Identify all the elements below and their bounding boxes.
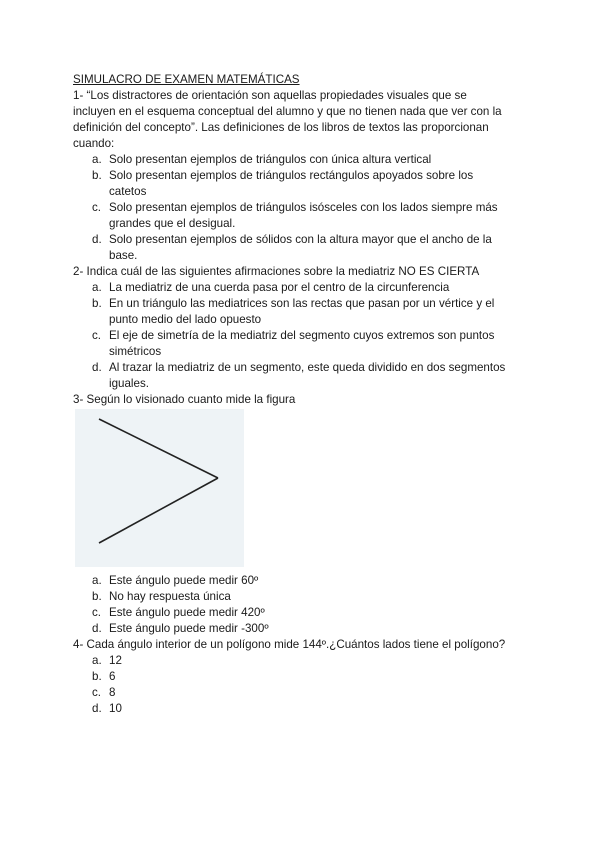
option-text: El eje de simetría de la mediatriz del segmento cuyos extremos son puntos	[109, 329, 495, 342]
option-text: grandes que el desigual.	[109, 217, 236, 230]
option-text: No hay respuesta única	[109, 590, 231, 603]
question-4-option-c	[73, 685, 533, 701]
option-marker: d.	[92, 233, 102, 246]
option-text: Solo presentan ejemplos de triángulos isósceles con los lados siempre más	[109, 201, 498, 214]
question-3-option-c	[73, 605, 533, 621]
option-marker: b.	[92, 297, 102, 310]
question-2-option-c	[73, 328, 533, 360]
question-1-option-d	[73, 232, 533, 264]
option-marker: b.	[92, 590, 102, 603]
question-3-text: 3- Según lo visionado cuanto mide la figura	[73, 393, 296, 406]
option-marker: d.	[92, 622, 102, 635]
option-text: 10	[109, 702, 122, 715]
option-marker: b.	[92, 670, 102, 683]
question-4-option-b	[73, 669, 533, 685]
option-marker: a.	[92, 654, 102, 667]
question-1-text-line-2: incluyen en el esquema conceptual del alumno y que no tienen nada que ver con la	[73, 105, 502, 118]
option-text: simétricos	[109, 345, 162, 358]
question-1-option-a	[73, 152, 533, 168]
option-marker: d.	[92, 361, 102, 374]
angle-lower-ray	[99, 478, 218, 543]
question-1-option-c	[73, 200, 533, 232]
question-2	[73, 264, 533, 392]
option-text: 12	[109, 654, 122, 667]
option-text: Solo presentan ejemplos de triángulos rectángulos apoyados sobre los	[109, 169, 474, 182]
question-2-option-a	[73, 280, 533, 296]
option-marker: c.	[92, 201, 102, 214]
question-1-text-line-4: cuando:	[73, 137, 115, 150]
question-4-option-a	[73, 653, 533, 669]
option-text: Este ángulo puede medir -300º	[109, 622, 269, 635]
question-4-options	[73, 653, 533, 717]
option-text: punto medio del lado opuesto	[109, 313, 262, 326]
option-text: Solo presentan ejemplos de triángulos con única altura vertical	[109, 153, 432, 166]
question-1	[73, 88, 533, 264]
question-4-option-d	[73, 701, 533, 717]
option-text: base.	[109, 249, 138, 262]
question-1-options	[73, 152, 533, 264]
angle-figure	[75, 409, 244, 567]
option-text: En un triángulo las mediatrices son las rectas que pasan por un vértice y el	[109, 297, 495, 310]
option-marker: a.	[92, 281, 102, 294]
question-4	[73, 637, 533, 717]
option-text: iguales.	[109, 377, 149, 390]
angle-upper-ray	[99, 419, 218, 478]
option-text: La mediatriz de una cuerda pasa por el centro de la circunferencia	[109, 281, 450, 294]
question-2-option-d	[73, 360, 533, 392]
option-text: Solo presentan ejemplos de sólidos con la altura mayor que el ancho de la	[109, 233, 492, 246]
option-marker: c.	[92, 329, 102, 342]
question-3-options	[73, 573, 533, 637]
option-text: catetos	[109, 185, 147, 198]
option-text: Este ángulo puede medir 420º	[109, 606, 265, 619]
angle-figure-drawing	[75, 409, 244, 567]
exam-title: SIMULACRO DE EXAMEN MATEMÁTICAS	[73, 73, 300, 86]
option-text: Al trazar la mediatriz de un segmento, este queda dividido en dos segmentos	[109, 361, 506, 374]
option-text: 6	[109, 670, 116, 683]
question-4-text: 4- Cada ángulo interior de un polígono mide 144º.¿Cuántos lados tiene el polígono?	[73, 638, 506, 651]
question-3	[73, 392, 533, 637]
question-2-text: 2- Indica cuál de las siguientes afirmaciones sobre la mediatriz NO ES CIERTA	[73, 265, 480, 278]
option-marker: a.	[92, 153, 102, 166]
question-3-option-d	[73, 621, 533, 637]
question-2-option-b	[73, 296, 533, 328]
exam-page	[73, 72, 533, 717]
option-marker: c.	[92, 606, 102, 619]
question-1-text-line-1: 1- “Los distractores de orientación son aquellas propiedades visuales que se	[73, 89, 467, 102]
option-marker: a.	[92, 574, 102, 587]
option-marker: b.	[92, 169, 102, 182]
option-marker: c.	[92, 686, 102, 699]
option-text: 8	[109, 686, 116, 699]
question-3-option-b	[73, 589, 533, 605]
question-3-option-a	[73, 573, 533, 589]
option-marker: d.	[92, 702, 102, 715]
question-1-option-b	[73, 168, 533, 200]
question-2-options	[73, 280, 533, 392]
question-1-text-line-3: definición del concepto”. Las definiciones de los libros de textos las proporcionan	[73, 121, 489, 134]
option-text: Este ángulo puede medir 60º	[109, 574, 259, 587]
